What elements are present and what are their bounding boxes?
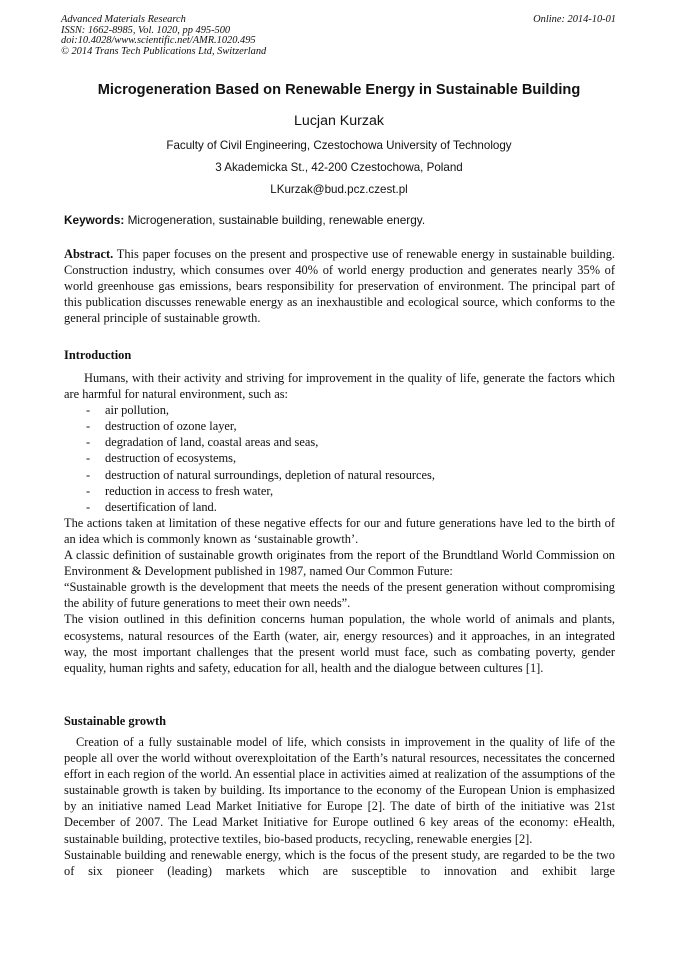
doi-line: doi:10.4028/www.scientific.net/AMR.1020.495 bbox=[61, 35, 256, 47]
harmful-factors-list bbox=[64, 402, 615, 515]
paragraph: A classic definition of sustainable growth originates from the report of the Brundtland World Commission on Environment & Development published in 1987, named Our Common Future: bbox=[64, 548, 615, 579]
sustainable-growth-heading: Sustainable growth bbox=[64, 714, 167, 728]
introduction-heading: Introduction bbox=[64, 348, 132, 362]
list-item: - air pollution, bbox=[64, 402, 615, 418]
paper-title: Microgeneration Based on Renewable Energy in Sustainable Building bbox=[97, 82, 581, 98]
issn-line: ISSN: 1662-8985, Vol. 1020, pp 495-500 bbox=[61, 24, 231, 36]
address: 3 Akademicka St., 42-200 Czestochowa, Poland bbox=[215, 161, 463, 174]
paragraph: Sustainable building and renewable energy, which is the focus of the present study, are regarded to be the two of six pioneer (leading) markets which are susceptible to innovation and exhibit large bbox=[64, 847, 615, 878]
journal-name: Advanced Materials Research bbox=[61, 14, 186, 25]
abstract bbox=[64, 246, 615, 326]
list-item: - destruction of ozone layer, bbox=[64, 418, 615, 434]
abstract-text: This paper focuses on the present and prospective use of renewable energy in sustainable building. Construction industry, which consumes over 40% of world energy production and generates nearly 35% of world greenhouse gas emissions, bears responsibility for preservation of environment. The principal part of this publication discusses renewable energy as an inexhaustible and ecological source, which conforms to the general principle of sustainable growth. bbox=[64, 247, 615, 326]
journal-header bbox=[61, 15, 266, 57]
list-item: - destruction of ecosystems, bbox=[64, 450, 615, 466]
keywords bbox=[64, 213, 615, 227]
paragraph: The actions taken at limitation of these negative effects for our and future generations have led to the birth of an idea which is commonly known as ‘sustainable growth’. bbox=[64, 515, 615, 546]
keywords-text: Microgeneration, sustainable building, renewable energy. bbox=[124, 213, 426, 227]
list-item: - reduction in access to fresh water, bbox=[64, 483, 615, 499]
abstract-label: Abstract. bbox=[64, 247, 114, 261]
author-name: Lucjan Kurzak bbox=[294, 113, 384, 129]
online-date: Online: 2014-10-01 bbox=[533, 14, 616, 25]
introduction-lead: Humans, with their activity and striving for improvement in the quality of life, generate the factors which are harmful for natural environment, such as: bbox=[64, 371, 615, 402]
paragraph: The vision outlined in this definition concerns human population, the whole world of animals and plants, ecosystems, natural resources of the Earth (water, air, energy resources) and it approaches, in an integrated way, the most important challenges that the present world must face, such as combating poverty, gender equality, human rights and safety, education for all, health and the dialogue between cultures [1]. bbox=[64, 612, 615, 675]
email: LKurzak@bud.pcz.czest.pl bbox=[270, 183, 408, 196]
paragraph: Creation of a fully sustainable model of life, which consists in improvement in the quality of life of the people all over the world without overexploitation of the Earth’s natural resources, necessitates the concerned effort in each region of the world. An essential place in activities aimed at realization of the assumptions of the sustainable growth is taken by building. Its importance to the economy of the European Union is emphasized by an initiative named Lead Market Initiative for Europe [2]. The date of birth of the initiative was 21st December of 2007. The Lead Market Initiative for Europe outlined 6 key areas of the economy: eHealth, sustainable building, protective textiles, bio-based products, recycling, renewable energies [2]. bbox=[64, 735, 615, 846]
list-item: - destruction of natural surroundings, depletion of natural resources, bbox=[64, 467, 615, 483]
list-item: - degradation of land, coastal areas and seas, bbox=[64, 434, 615, 450]
quote-paragraph: “Sustainable growth is the development that meets the needs of the present generation without compromising the ability of future generations to meet their own needs”. bbox=[64, 580, 615, 611]
affiliation: Faculty of Civil Engineering, Czestochowa University of Technology bbox=[166, 139, 512, 152]
copyright-line: © 2014 Trans Tech Publications Ltd, Switzerland bbox=[61, 45, 267, 57]
sustainable-growth-section bbox=[64, 714, 615, 879]
list-item: - desertification of land. bbox=[64, 499, 615, 515]
keywords-label: Keywords: bbox=[64, 213, 125, 227]
introduction-section bbox=[64, 348, 615, 676]
